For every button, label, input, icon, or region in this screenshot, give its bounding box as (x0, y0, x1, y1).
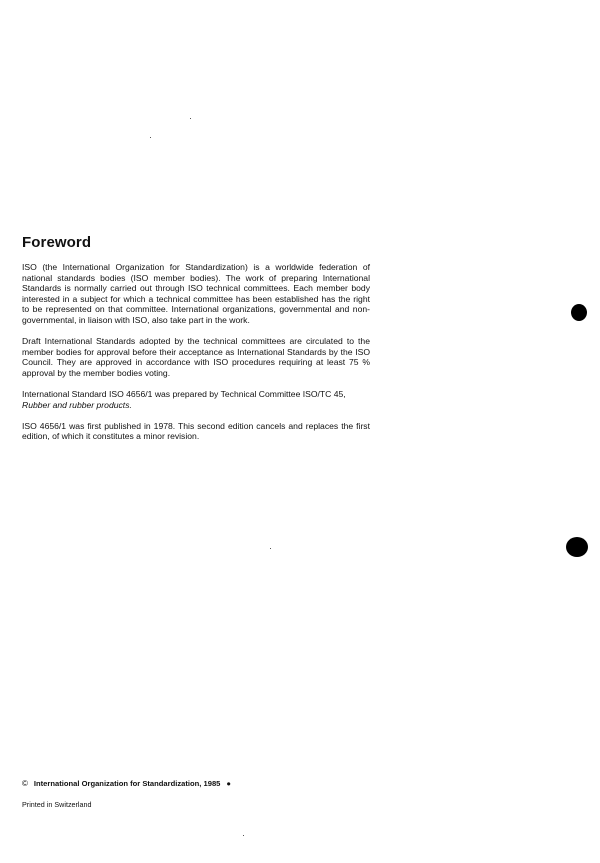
paragraph-iso-intro: ISO (the International Organization for Standardization) is a worldwide federation of national standards bodies (ISO member bodies). The work of preparing International Standards is normally carried out through ISO technical committees. Each member body interested in a subject for which a technical committee has been established has the right to be represented on that committee. International organizations, governmental and non-governmental, in liaison with ISO, also take part in the work. (22, 262, 370, 325)
paragraph-preparation (22, 389, 370, 410)
scan-speck (150, 137, 151, 138)
preparation-text: International Standard ISO 4656/1 was prepared by Technical Committee ISO/TC 45, (22, 388, 346, 399)
copyright-text: International Organization for Standardization, 1985 (33, 779, 221, 788)
scan-speck (243, 835, 244, 836)
foreword-body (22, 262, 370, 452)
scan-speck (270, 548, 271, 549)
page-title: Foreword (22, 234, 92, 251)
scan-speck (190, 118, 191, 119)
copyright-symbol: © (22, 779, 28, 788)
binder-hole-bottom (566, 537, 588, 557)
paragraph-draft-standards: Draft International Standards adopted by the technical committees are circulated to the member bodies for approval before their acceptance as International Standards by the ISO Council. They are approved in accordance with ISO procedures requiring at least 75 % approval by the member bodies voting. (22, 336, 370, 378)
binder-hole-top (571, 304, 587, 321)
paragraph-edition: ISO 4656/1 was first published in 1978. This second edition cancels and replaces the first edition, of which it constitutes a minor revision. (22, 420, 370, 442)
copyright-line (22, 779, 231, 788)
printed-in-line: Printed in Switzerland (22, 800, 92, 809)
bullet-icon: ● (226, 779, 231, 788)
committee-title: Rubber and rubber products. (22, 399, 132, 410)
